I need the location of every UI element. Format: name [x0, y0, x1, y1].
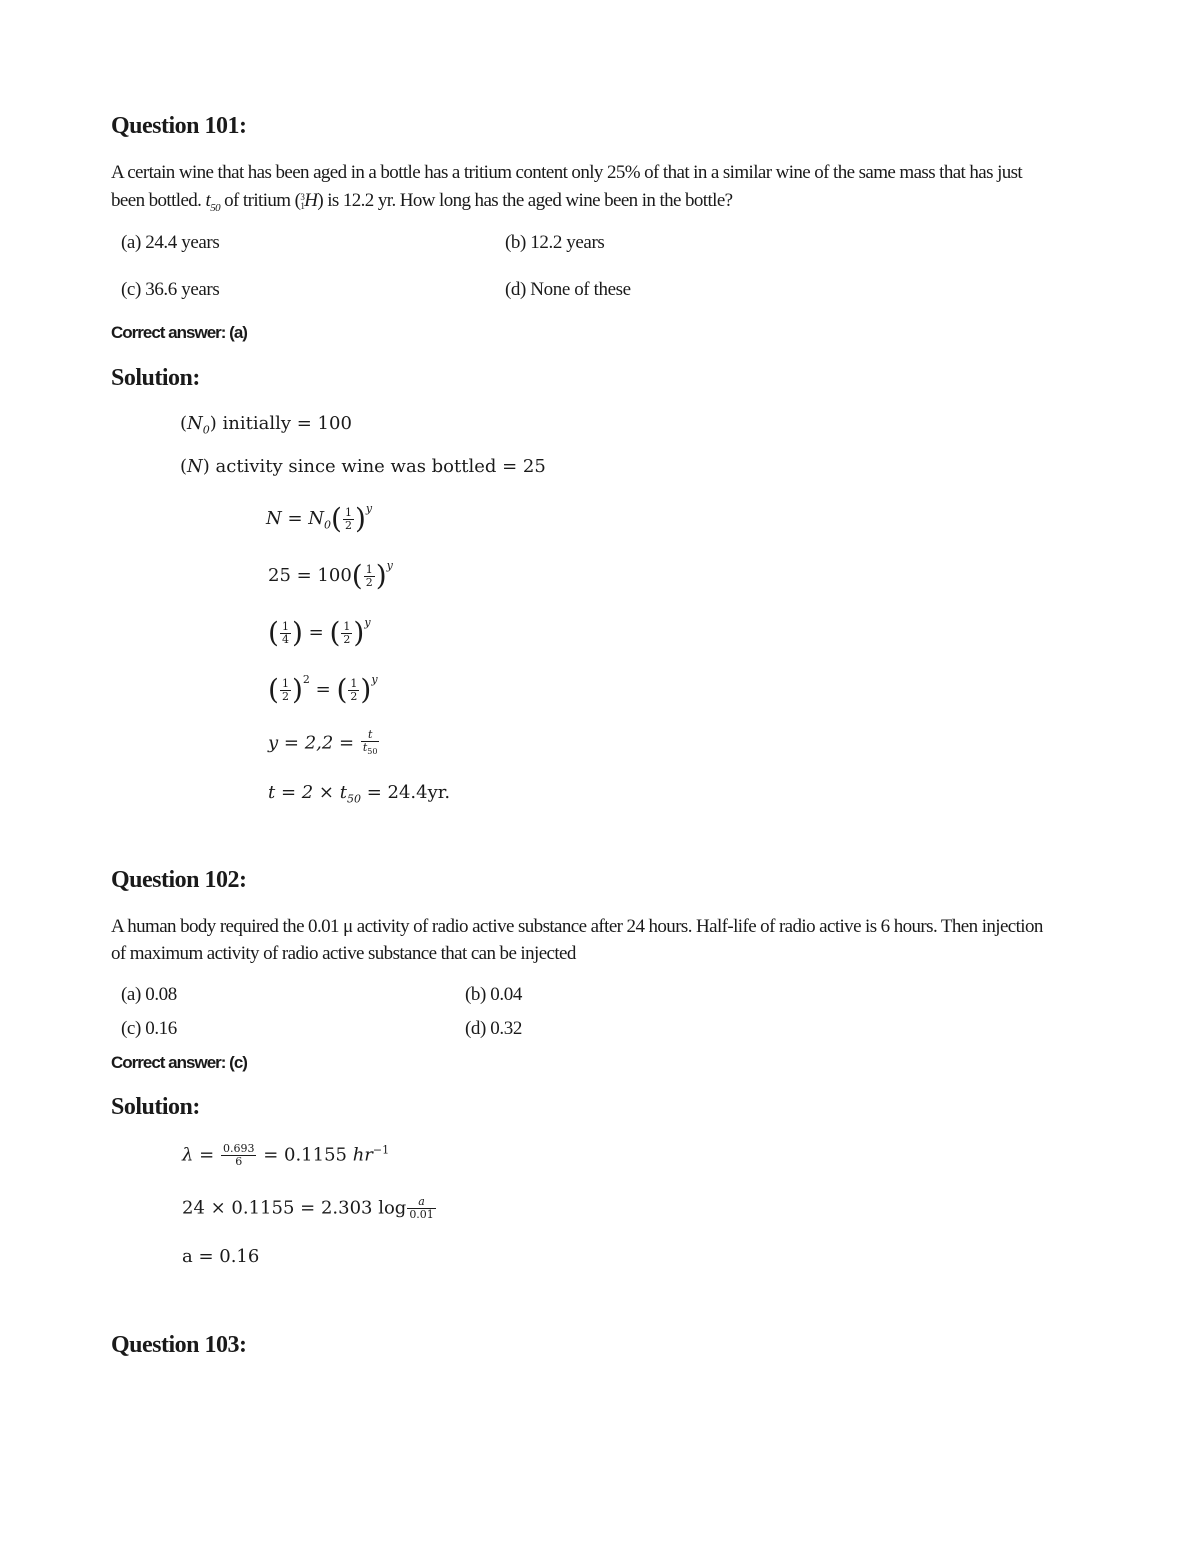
equation-102-2: 24 × 0.1155 = 2.303 log $\frac{a}{0.01}$: [182, 1195, 434, 1221]
solution-102-title: Solution:: [111, 1094, 200, 1120]
equation-101-3: ( $\frac{1}{4}$ ) = ( $\frac{1}{2}$ )$^y$: [268, 616, 371, 649]
question-101-text-line1: A certain wine that has been aged in a bottle has a tritium content only 25% of that in a similar wine of the same mass that has just: [111, 162, 1023, 183]
equation-102-3: a = 0.16: [182, 1246, 260, 1267]
equation-101-1: $N = N_0$( $\frac{1}{2}$ )$^y$: [266, 502, 373, 535]
solution-101-title: Solution:: [111, 365, 200, 391]
option-b: (b) 0.04: [465, 984, 522, 1005]
question-103-title: Question 103:: [111, 1332, 247, 1358]
equation-101-5: y = 2,2 = $\frac{t}{t_{50}}$: [268, 728, 378, 757]
correct-answer-101: Correct answer: (a): [111, 323, 247, 342]
option-d: (d) None of these: [505, 279, 631, 300]
option-a: (a) 0.08: [121, 984, 177, 1005]
question-102-text-line1: A human body required the 0.01 μ activity of radio active substance after 24 hours. Half-life of radio active is 6 hours. Then injection: [111, 916, 1043, 937]
question-101-text-line2: been bottled. $t_{50}$ of tritium ( 3 1 H) is 12.2 yr. How long has the aged wine been in the bottle?: [111, 190, 733, 214]
question-102-text-line2: of maximum activity of radio active substance that can be injected: [111, 943, 576, 964]
solution-101-line1: $(N_0)$ initially = 100: [180, 413, 352, 437]
solution-101-line2: (N) activity since wine was bottled = 25: [180, 456, 546, 477]
correct-answer-102: Correct answer: (c): [111, 1053, 247, 1072]
equation-101-2: 25 = 100( $\frac{1}{2}$ )$^y$: [268, 559, 393, 592]
option-a: (a) 24.4 years: [121, 232, 220, 253]
option-c: (c) 36.6 years: [121, 279, 220, 300]
equation-101-6: $t = 2 \times t_{50} = 24.4yr$.: [268, 782, 451, 806]
option-d: (d) 0.32: [465, 1018, 522, 1039]
option-c: (c) 0.16: [121, 1018, 177, 1039]
question-101-title: Question 101:: [111, 113, 247, 139]
equation-102-1: λ = $\frac{0.693}{6}$ = 0.1155 $hr^{-1}$: [182, 1142, 390, 1168]
option-b: (b) 12.2 years: [505, 232, 605, 253]
equation-101-4: ( $\frac{1}{2}$ )$^2$ = ( $\frac{1}{2}$ )$^y$: [268, 673, 378, 706]
question-102-title: Question 102:: [111, 867, 247, 893]
